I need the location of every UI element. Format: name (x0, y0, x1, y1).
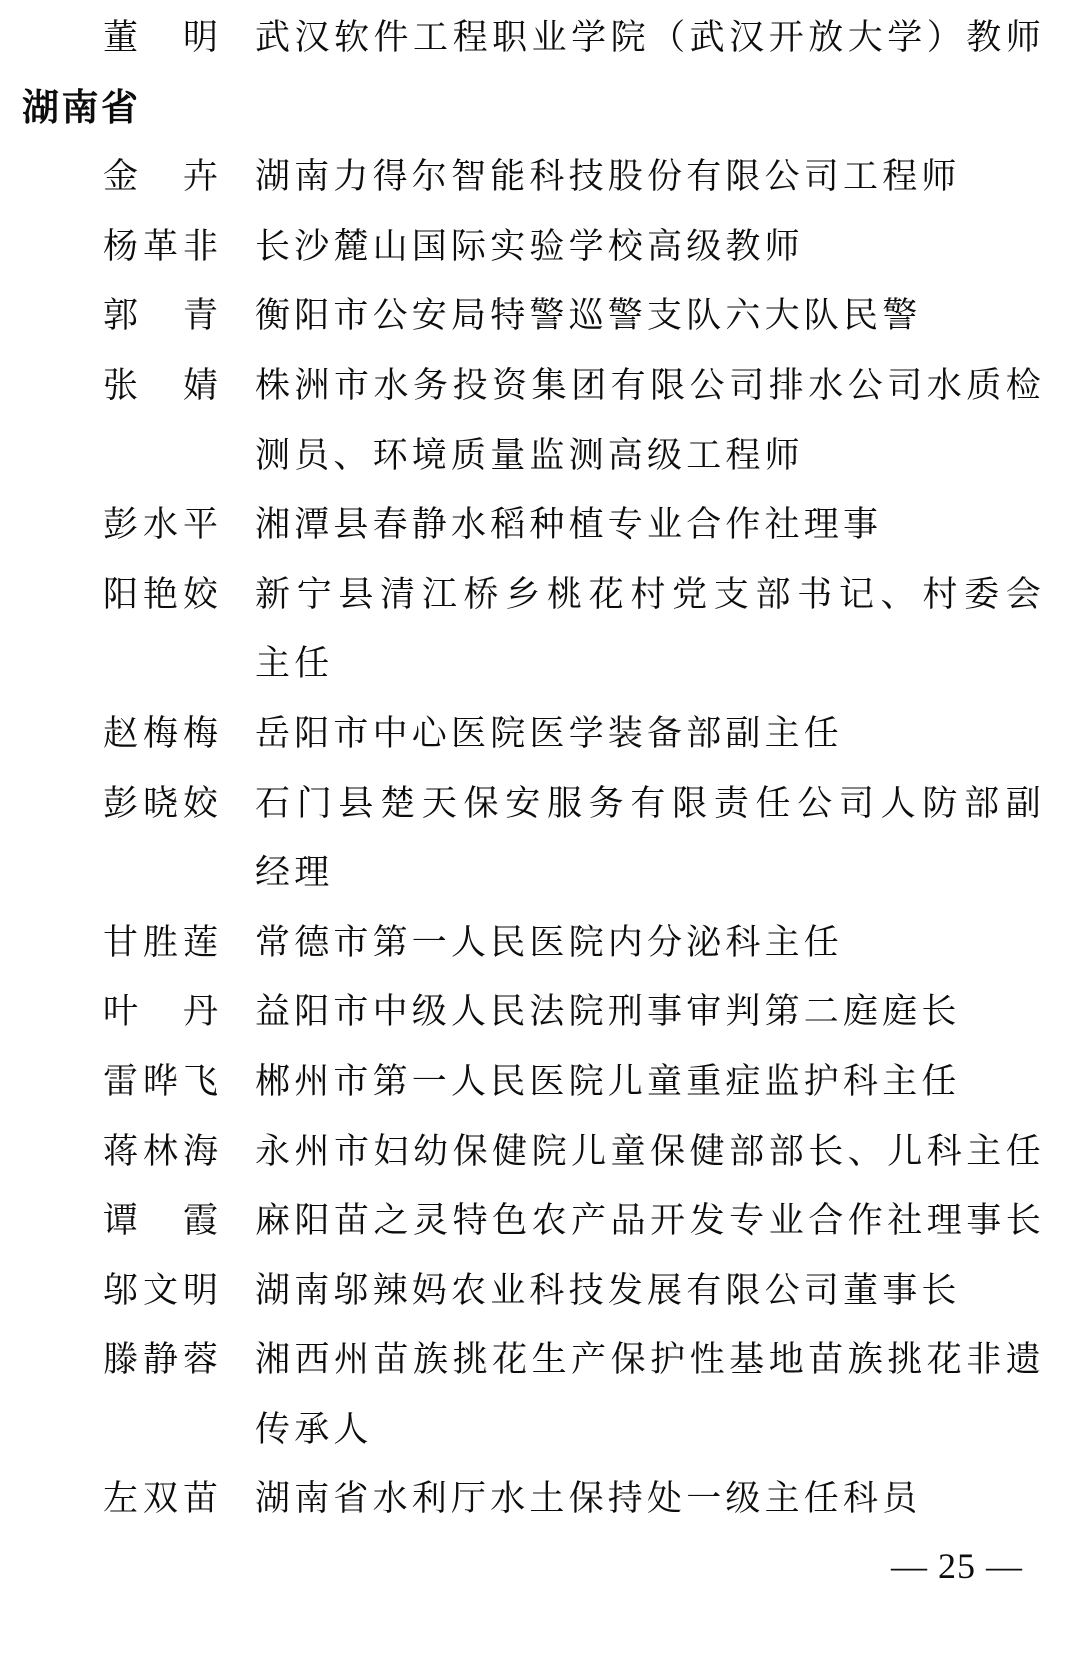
list-item (0, 699, 1080, 769)
position-line: 主任 (255, 644, 334, 684)
person-position (255, 3, 1045, 73)
person-position (255, 1186, 1045, 1256)
list-item (0, 769, 1080, 908)
person-name: 杨革非 (103, 226, 218, 266)
position-line: 湘西州苗族挑花生产保护性基地苗族挑花非遗 (255, 1340, 1045, 1380)
person-position (255, 977, 1045, 1047)
list-item (0, 908, 1080, 978)
person-position (255, 769, 1045, 908)
list-item (0, 560, 1080, 699)
person-name: 董明 (103, 18, 218, 57)
position-line: 测员、环境质量监测高级工程师 (255, 435, 804, 475)
person-name: 赵梅梅 (103, 713, 218, 753)
position-line: 益阳市中级人民法院刑事审判第二庭庭长 (255, 992, 961, 1032)
position-line: 湖南邬辣妈农业科技发展有限公司董事长 (255, 1270, 961, 1310)
position-line: 石门县楚天保安服务有限责任公司人防部副 (255, 783, 1045, 823)
person-name: 阳艳姣 (103, 574, 218, 614)
person-position (255, 142, 1045, 212)
position-line: 株洲市水务投资集团有限公司排水公司水质检 (255, 365, 1045, 405)
list-item (0, 3, 1080, 73)
person-name: 谭霞 (103, 1201, 218, 1241)
person-position (255, 1325, 1045, 1464)
list-item (0, 1117, 1080, 1187)
position-line: 衡阳市公安局特警巡警支队六大队民警 (255, 296, 922, 336)
person-name: 叶丹 (103, 992, 218, 1032)
position-line: 岳阳市中心医院医学装备部副主任 (255, 713, 844, 753)
list-item (0, 142, 1080, 212)
person-position (255, 490, 1045, 560)
person-name: 金卉 (103, 157, 218, 197)
page-number: — 25 — (891, 1546, 1023, 1586)
person-position (255, 281, 1045, 351)
person-position (255, 1117, 1045, 1187)
person-position (255, 212, 1045, 282)
list-item (0, 1256, 1080, 1326)
person-name: 雷晔飞 (103, 1061, 218, 1101)
person-name: 郭青 (103, 296, 218, 336)
list-item (0, 1047, 1080, 1117)
person-position (255, 1047, 1045, 1117)
person-position (255, 699, 1045, 769)
person-name: 张婧 (103, 365, 218, 405)
list-item (0, 281, 1080, 351)
person-name: 左双苗 (103, 1479, 218, 1519)
person-position (255, 908, 1045, 978)
position-line: 武汉软件工程职业学院（武汉开放大学）教师 (255, 18, 1045, 57)
list-item (0, 351, 1080, 490)
person-name: 彭晓姣 (103, 783, 218, 823)
position-line: 长沙麓山国际实验学校高级教师 (255, 226, 804, 266)
position-line: 麻阳苗之灵特色农产品开发专业合作社理事长 (255, 1201, 1045, 1241)
person-name: 邬文明 (103, 1270, 218, 1310)
list-item (0, 1325, 1080, 1464)
position-line: 湖南省水利厅水土保持处一级主任科员 (255, 1479, 922, 1519)
list-item (0, 977, 1080, 1047)
position-line: 常德市第一人民医院内分泌科主任 (255, 922, 844, 962)
list-item (0, 212, 1080, 282)
person-position (255, 1256, 1045, 1326)
person-name: 滕静蓉 (103, 1340, 218, 1380)
list-item (0, 490, 1080, 560)
position-line: 传承人 (255, 1409, 373, 1449)
list-item (0, 1186, 1080, 1256)
position-line: 湖南力得尔智能科技股份有限公司工程师 (255, 157, 961, 197)
position-line: 新宁县清江桥乡桃花村党支部书记、村委会 (255, 574, 1045, 614)
person-name: 彭水平 (103, 505, 218, 545)
position-line: 郴州市第一人民医院儿童重症监护科主任 (255, 1061, 961, 1101)
province-header: 湖南省 (22, 86, 141, 128)
position-line: 永州市妇幼保健院儿童保健部部长、儿科主任 (255, 1131, 1045, 1171)
position-line: 湘潭县春静水稻种植专业合作社理事 (255, 505, 883, 545)
person-position (255, 351, 1045, 490)
person-name: 甘胜莲 (103, 922, 218, 962)
position-line: 经理 (255, 853, 334, 893)
list-item (0, 1464, 1080, 1534)
person-position (255, 1464, 1045, 1534)
person-name: 蒋林海 (103, 1131, 218, 1171)
person-position (255, 560, 1045, 699)
